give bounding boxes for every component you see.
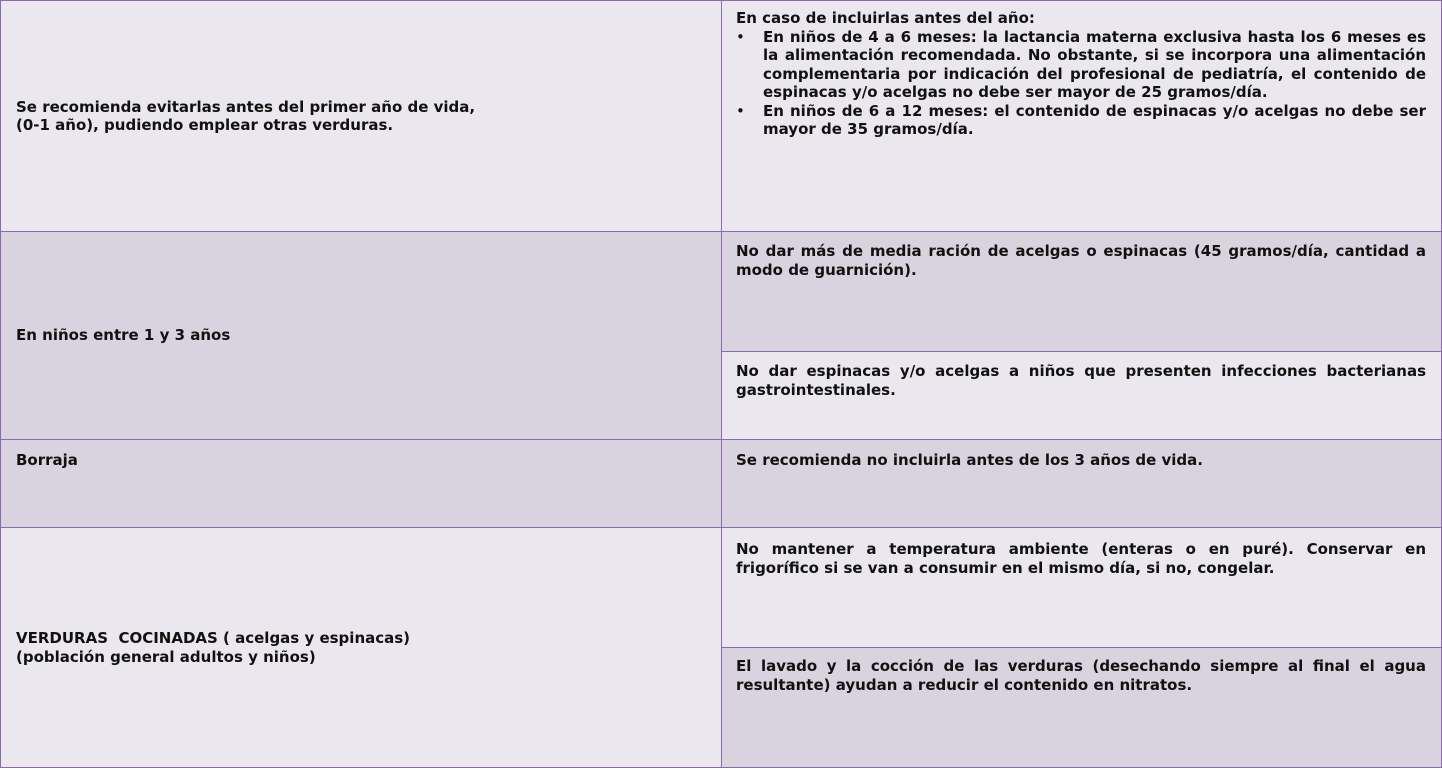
row3-condition-cell — [0, 439, 722, 528]
row4-condition-line: (población general adultos y niños) — [16, 647, 316, 666]
row2-condition-cell — [0, 231, 722, 440]
row2-condition-text: En niños entre 1 y 3 años — [16, 326, 231, 345]
list-item — [736, 102, 1426, 139]
row2-recommendation-cell-2 — [721, 351, 1442, 440]
row1-recommendation-heading: En caso de incluirlas antes del año: — [736, 9, 1035, 27]
bullet-icon: • — [736, 27, 745, 46]
row1-recommendation-list — [736, 28, 1426, 139]
row4-condition-line: VERDURAS COCINADAS ( acelgas y espinacas) — [16, 629, 411, 647]
list-item — [736, 28, 1426, 102]
row3-recommendation-text: Se recomienda no incluirla antes de los 3 años de vida. — [736, 451, 1203, 469]
row4-recommendation-text-2: El lavado y la cocción de las verduras (desechando siempre al final el agua resultante) ayudan a reducir el contenido en nitratos. — [736, 657, 1426, 694]
row1-condition-line: Se recomienda evitarlas antes del primer año de vida, — [16, 97, 476, 116]
list-item-text: En niños de 4 a 6 meses: la lactancia materna exclusiva hasta los 6 meses es la alimentación recomendada. No obstante, si se incorpora una alimentación complementaria por indicación del profesional de pediatría, el contenido de espinacas y/o acelgas no debe ser mayor de 25 gramos/día. — [763, 27, 1426, 101]
row4-recommendation-cell-2 — [721, 647, 1442, 768]
row4-recommendation-text-1: No mantener a temperatura ambiente (enteras o en puré). Conservar en frigorífico si se van a consumir en el mismo día, si no, congelar. — [736, 540, 1426, 577]
row1-condition-line: (0-1 año), pudiendo emplear otras verduras. — [16, 116, 394, 134]
row1-condition-cell — [0, 0, 722, 232]
list-item-text: En niños de 6 a 12 meses: el contenido de espinacas y/o acelgas no debe ser mayor de 35 gramos/día. — [763, 101, 1426, 138]
row1-recommendation-cell — [721, 0, 1442, 232]
row2-recommendation-text-1: No dar más de media ración de acelgas o espinacas (45 gramos/día, cantidad a modo de guarnición). — [736, 242, 1426, 279]
row4-condition-text — [16, 629, 410, 666]
row4-recommendation-cell-1 — [721, 527, 1442, 648]
row1-condition-text — [16, 98, 475, 135]
bullet-icon: • — [736, 101, 745, 120]
row2-recommendation-text-2: No dar espinacas y/o acelgas a niños que presenten infecciones bacterianas gastrointestinales. — [736, 362, 1426, 399]
row3-recommendation-cell — [721, 439, 1442, 528]
row4-condition-cell — [0, 527, 722, 768]
row2-recommendation-cell-1 — [721, 231, 1442, 352]
row3-condition-text: Borraja — [16, 451, 78, 469]
